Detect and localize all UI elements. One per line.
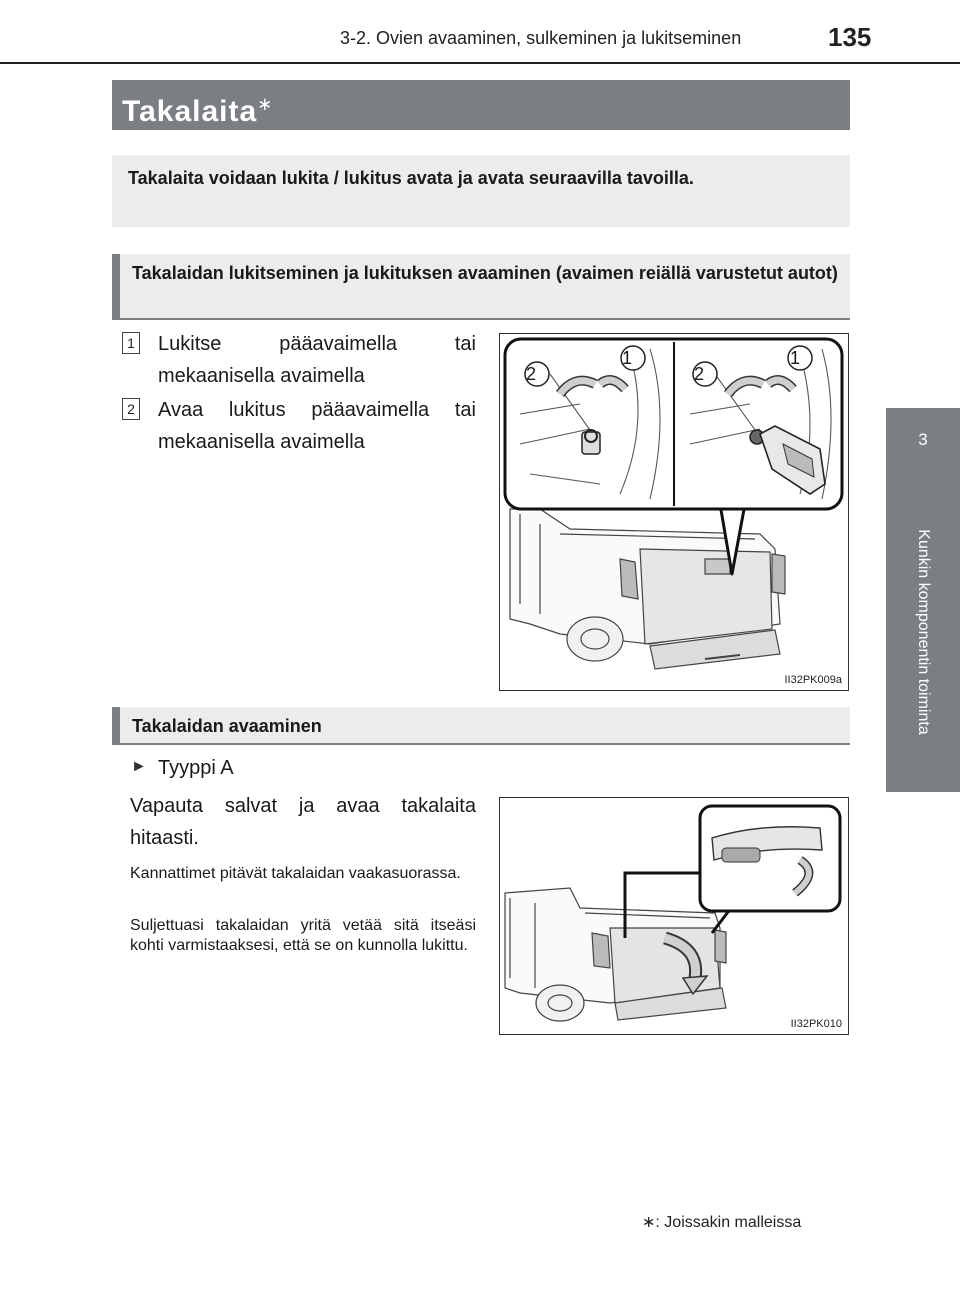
- chapter-tab-label: Kunkin komponentin toiminta: [915, 529, 932, 735]
- callout-number: 1: [622, 348, 633, 368]
- tailgate-lock-illustration: [500, 334, 848, 690]
- type-label: Tyyppi A: [158, 757, 234, 779]
- tailgate-opening-illustration: [500, 798, 848, 1034]
- footnote-mark: ∗: [642, 1214, 656, 1231]
- figure-code: II32PK010: [790, 1018, 842, 1030]
- step-number-badge: 1: [122, 332, 140, 354]
- callout-number: 2: [694, 364, 705, 384]
- figure-code: II32PK009a: [784, 674, 842, 686]
- page-title: [112, 80, 850, 130]
- note-text: Kannattimet pitävät takalaidan vaakasuorassa.: [130, 865, 461, 882]
- page-number: 135: [828, 22, 872, 52]
- figure-tailgate-key-lock: [499, 333, 849, 691]
- chapter-tab-number: 3: [886, 408, 960, 472]
- step-text: Avaa lukitus pääavaimella tai mekaanisella avaimella: [158, 399, 476, 453]
- callout-number: 2: [526, 364, 537, 384]
- footnote-text: : Joissakin malleissa: [655, 1214, 802, 1231]
- page-title-text: Takalaita: [122, 95, 258, 128]
- body-text: Vapauta salvat ja avaa takalaita hitaasti.: [130, 795, 476, 849]
- running-header: 3-2. Ovien avaaminen, sulkeminen ja lukitseminen: [340, 28, 742, 48]
- intro-box: Takalaita voidaan lukita / lukitus avata ja avata seuraavilla tavoilla.: [112, 155, 850, 227]
- figure-tailgate-opening: [499, 797, 849, 1035]
- section-heading-locking: Takalaidan lukitseminen ja lukituksen avaaminen (avaimen reiällä varustetut autot): [112, 254, 850, 320]
- title-footnote-mark: ∗: [257, 94, 274, 114]
- step-number-badge: 2: [122, 398, 140, 420]
- header-rule: [0, 62, 960, 64]
- step-text: Lukitse pääavaimella tai mekaanisella avaimella: [158, 333, 476, 387]
- note-text: Suljettuasi takalaidan yritä vetää sitä itseäsi kohti varmistaaksesi, että se on kunnolla lukittu.: [130, 917, 476, 954]
- footnote: [642, 1212, 801, 1232]
- callout-number: 1: [790, 348, 801, 368]
- section-heading-opening: Takalaidan avaaminen: [112, 707, 850, 745]
- arrow-bullet-icon: ►: [131, 758, 147, 775]
